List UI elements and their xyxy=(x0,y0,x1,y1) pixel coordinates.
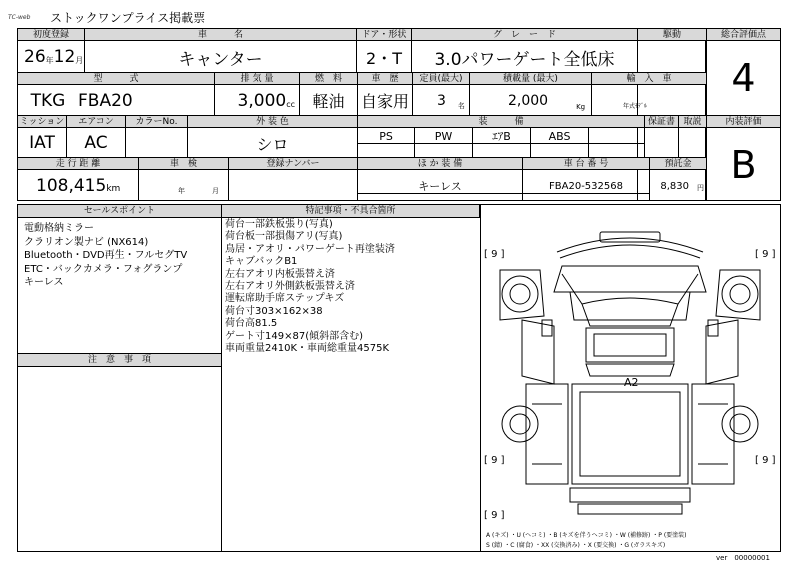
interior-score-value: B xyxy=(730,142,757,187)
first-reg-value xyxy=(18,42,84,72)
tire-label-rear-right: [ 9 ] xyxy=(755,455,776,466)
note-item: 荷台一部鉄板張り(写真) xyxy=(225,219,333,230)
note-item: キャブバックB1 xyxy=(225,256,298,268)
label-equipment: 装 備 xyxy=(357,115,645,128)
damage-code: A2 xyxy=(624,376,639,389)
special-notes-list xyxy=(225,219,395,355)
grade-value: 3.0パワーゲート全低床 xyxy=(434,49,615,70)
car-name-value: キャンター xyxy=(178,49,263,70)
import-model-year: 年式ﾓﾃﾞﾙ xyxy=(622,102,647,110)
mileage-unit: km xyxy=(106,184,121,194)
sales-point-item: 電動格納ミラー xyxy=(24,223,94,234)
tire-label-front-right: [ 9 ] xyxy=(755,249,776,260)
label-capacity: 定員(最大) xyxy=(412,72,470,85)
label-grade: グ レ ー ド xyxy=(411,28,638,41)
note-item: 車両重量2410K・車両総重量4575K xyxy=(225,342,390,354)
other-equipment-value: キーレス xyxy=(418,180,462,193)
year-value: 26 xyxy=(24,47,46,67)
deposit-unit: 円 xyxy=(697,184,704,192)
deposit-value xyxy=(650,179,706,193)
label-manual: 取説 xyxy=(678,115,707,128)
label-special-notes: 特記事項・不具合箇所 xyxy=(221,204,480,218)
note-item: 荷台寸303×162×38 xyxy=(225,305,323,317)
note-item: 荷台高81.5 xyxy=(225,318,278,330)
label-aircon: エアコン xyxy=(66,115,126,128)
label-deposit: 預託金 xyxy=(649,157,707,170)
color-no-value xyxy=(126,129,187,157)
equip-3: ｴｱB xyxy=(492,130,511,143)
note-item: ゲート寸149×87(傾斜部含む) xyxy=(225,330,363,342)
month-unit: 月 xyxy=(75,56,84,65)
drive-value xyxy=(638,42,706,72)
label-cautions: 注 意 事 項 xyxy=(17,353,222,367)
tire-label-spare: [ 9 ] xyxy=(484,510,505,521)
tire-label-rear-left: [ 9 ] xyxy=(484,455,505,466)
note-item: 左右アオリ内板張替え済 xyxy=(225,268,335,280)
version-text: ver 00000001 xyxy=(716,554,770,562)
label-drive: 駆動 xyxy=(637,28,707,41)
sales-point-item: キーレス xyxy=(24,277,64,288)
logo: TC-web xyxy=(8,14,31,21)
label-import: 輸 入 車 xyxy=(591,72,707,85)
note-item: 鳥居・アオリ・パワーゲート再塗装済 xyxy=(225,243,395,255)
deposit-number: 8,830 xyxy=(660,180,689,192)
vehicle-diagram xyxy=(482,208,778,528)
displacement-number: 3,000 xyxy=(237,90,287,111)
label-sales-points: セールスポイント xyxy=(17,204,222,218)
label-interior-score: 内装評価 xyxy=(706,115,781,128)
label-inspection: 車 検 xyxy=(138,157,229,170)
exterior-color-value: シロ xyxy=(256,134,289,154)
load-number: 2,000 xyxy=(508,92,549,109)
label-mileage: 走 行 距 離 xyxy=(17,157,139,170)
label-history: 車 歴 xyxy=(357,72,413,85)
label-other-equipment: ほ か 装 備 xyxy=(357,157,523,170)
note-item: 荷台板一部損傷アリ(写真) xyxy=(225,231,343,243)
inspect-month-unit: 月 xyxy=(212,187,219,195)
displacement-unit: cc xyxy=(286,100,295,109)
history-value: 自家用 xyxy=(360,92,409,111)
legend-line-1: A (キズ) ・U (ヘコミ) ・B (キズを伴うヘコミ) ・W (補修跡) ・P (要塗装) xyxy=(486,532,687,539)
month-value: 12 xyxy=(53,47,76,67)
aircon-value: AC xyxy=(84,133,108,153)
note-item: 運転席助手席ステップキズ xyxy=(225,293,345,305)
sales-points-list xyxy=(24,222,187,290)
capacity-unit: 名 xyxy=(457,102,465,110)
label-type: 型 式 xyxy=(17,72,215,85)
type-prefix-value: TKG xyxy=(30,90,66,111)
vin-value: FBA20-532568 xyxy=(549,180,623,192)
label-mission: ミッション xyxy=(17,115,67,128)
capacity-number: 3 xyxy=(437,92,446,109)
tire-label-front-left: [ 9 ] xyxy=(484,249,505,260)
label-warranty: 保証書 xyxy=(644,115,679,128)
mileage-number: 108,415 xyxy=(36,175,107,196)
capacity-value xyxy=(413,86,469,115)
label-door-type: ドア・形状 xyxy=(356,28,412,41)
equip-2: PW xyxy=(434,129,453,143)
sales-point-item: ETC・バックカメラ・フォグランプ xyxy=(24,263,183,275)
load-value xyxy=(470,86,591,115)
label-displacement: 排 気 量 xyxy=(214,72,300,85)
mileage-value xyxy=(18,171,138,200)
equip-5 xyxy=(589,129,644,143)
sales-point-item: クラリオン製ナビ (NX614) xyxy=(24,236,149,248)
inspect-year-unit: 年 xyxy=(178,187,185,195)
reg-number-value xyxy=(229,171,357,200)
equip-1: PS xyxy=(379,129,393,143)
load-unit: Kg xyxy=(576,103,586,111)
label-fuel: 燃 料 xyxy=(299,72,358,85)
overall-score-value: 4 xyxy=(731,56,756,100)
note-item: 左右アオリ外側鉄板張替え済 xyxy=(225,280,355,292)
sales-point-item: Bluetooth・DVD再生・フルセグTV xyxy=(24,250,188,261)
label-color-no: カラーNo. xyxy=(125,115,188,128)
mission-value: IAT xyxy=(29,133,55,153)
label-first-reg: 初度登録 xyxy=(17,28,85,41)
label-reg-number: 登録ナンバー xyxy=(228,157,358,170)
type-value: FBA20 xyxy=(78,90,133,111)
equip-4: ABS xyxy=(548,129,571,143)
label-load: 積載量 (最大) xyxy=(469,72,592,85)
year-unit: 年 xyxy=(45,56,54,65)
page-title: ストックワンプライス掲載票 xyxy=(50,11,206,25)
label-car-name: 車 名 xyxy=(84,28,357,41)
door-type-value: 2・T xyxy=(366,48,402,68)
displacement-value xyxy=(215,86,299,115)
label-exterior-color: 外 装 色 xyxy=(187,115,358,128)
label-overall-score: 総合評価点 xyxy=(706,28,781,41)
fuel-value: 軽油 xyxy=(312,92,345,111)
legend-line-2: S (錆) ・C (腐食) ・XX (交換済み) ・X (要交換) ・G (ガラスキズ) xyxy=(486,542,666,549)
label-vin: 車 台 番 号 xyxy=(522,157,650,170)
